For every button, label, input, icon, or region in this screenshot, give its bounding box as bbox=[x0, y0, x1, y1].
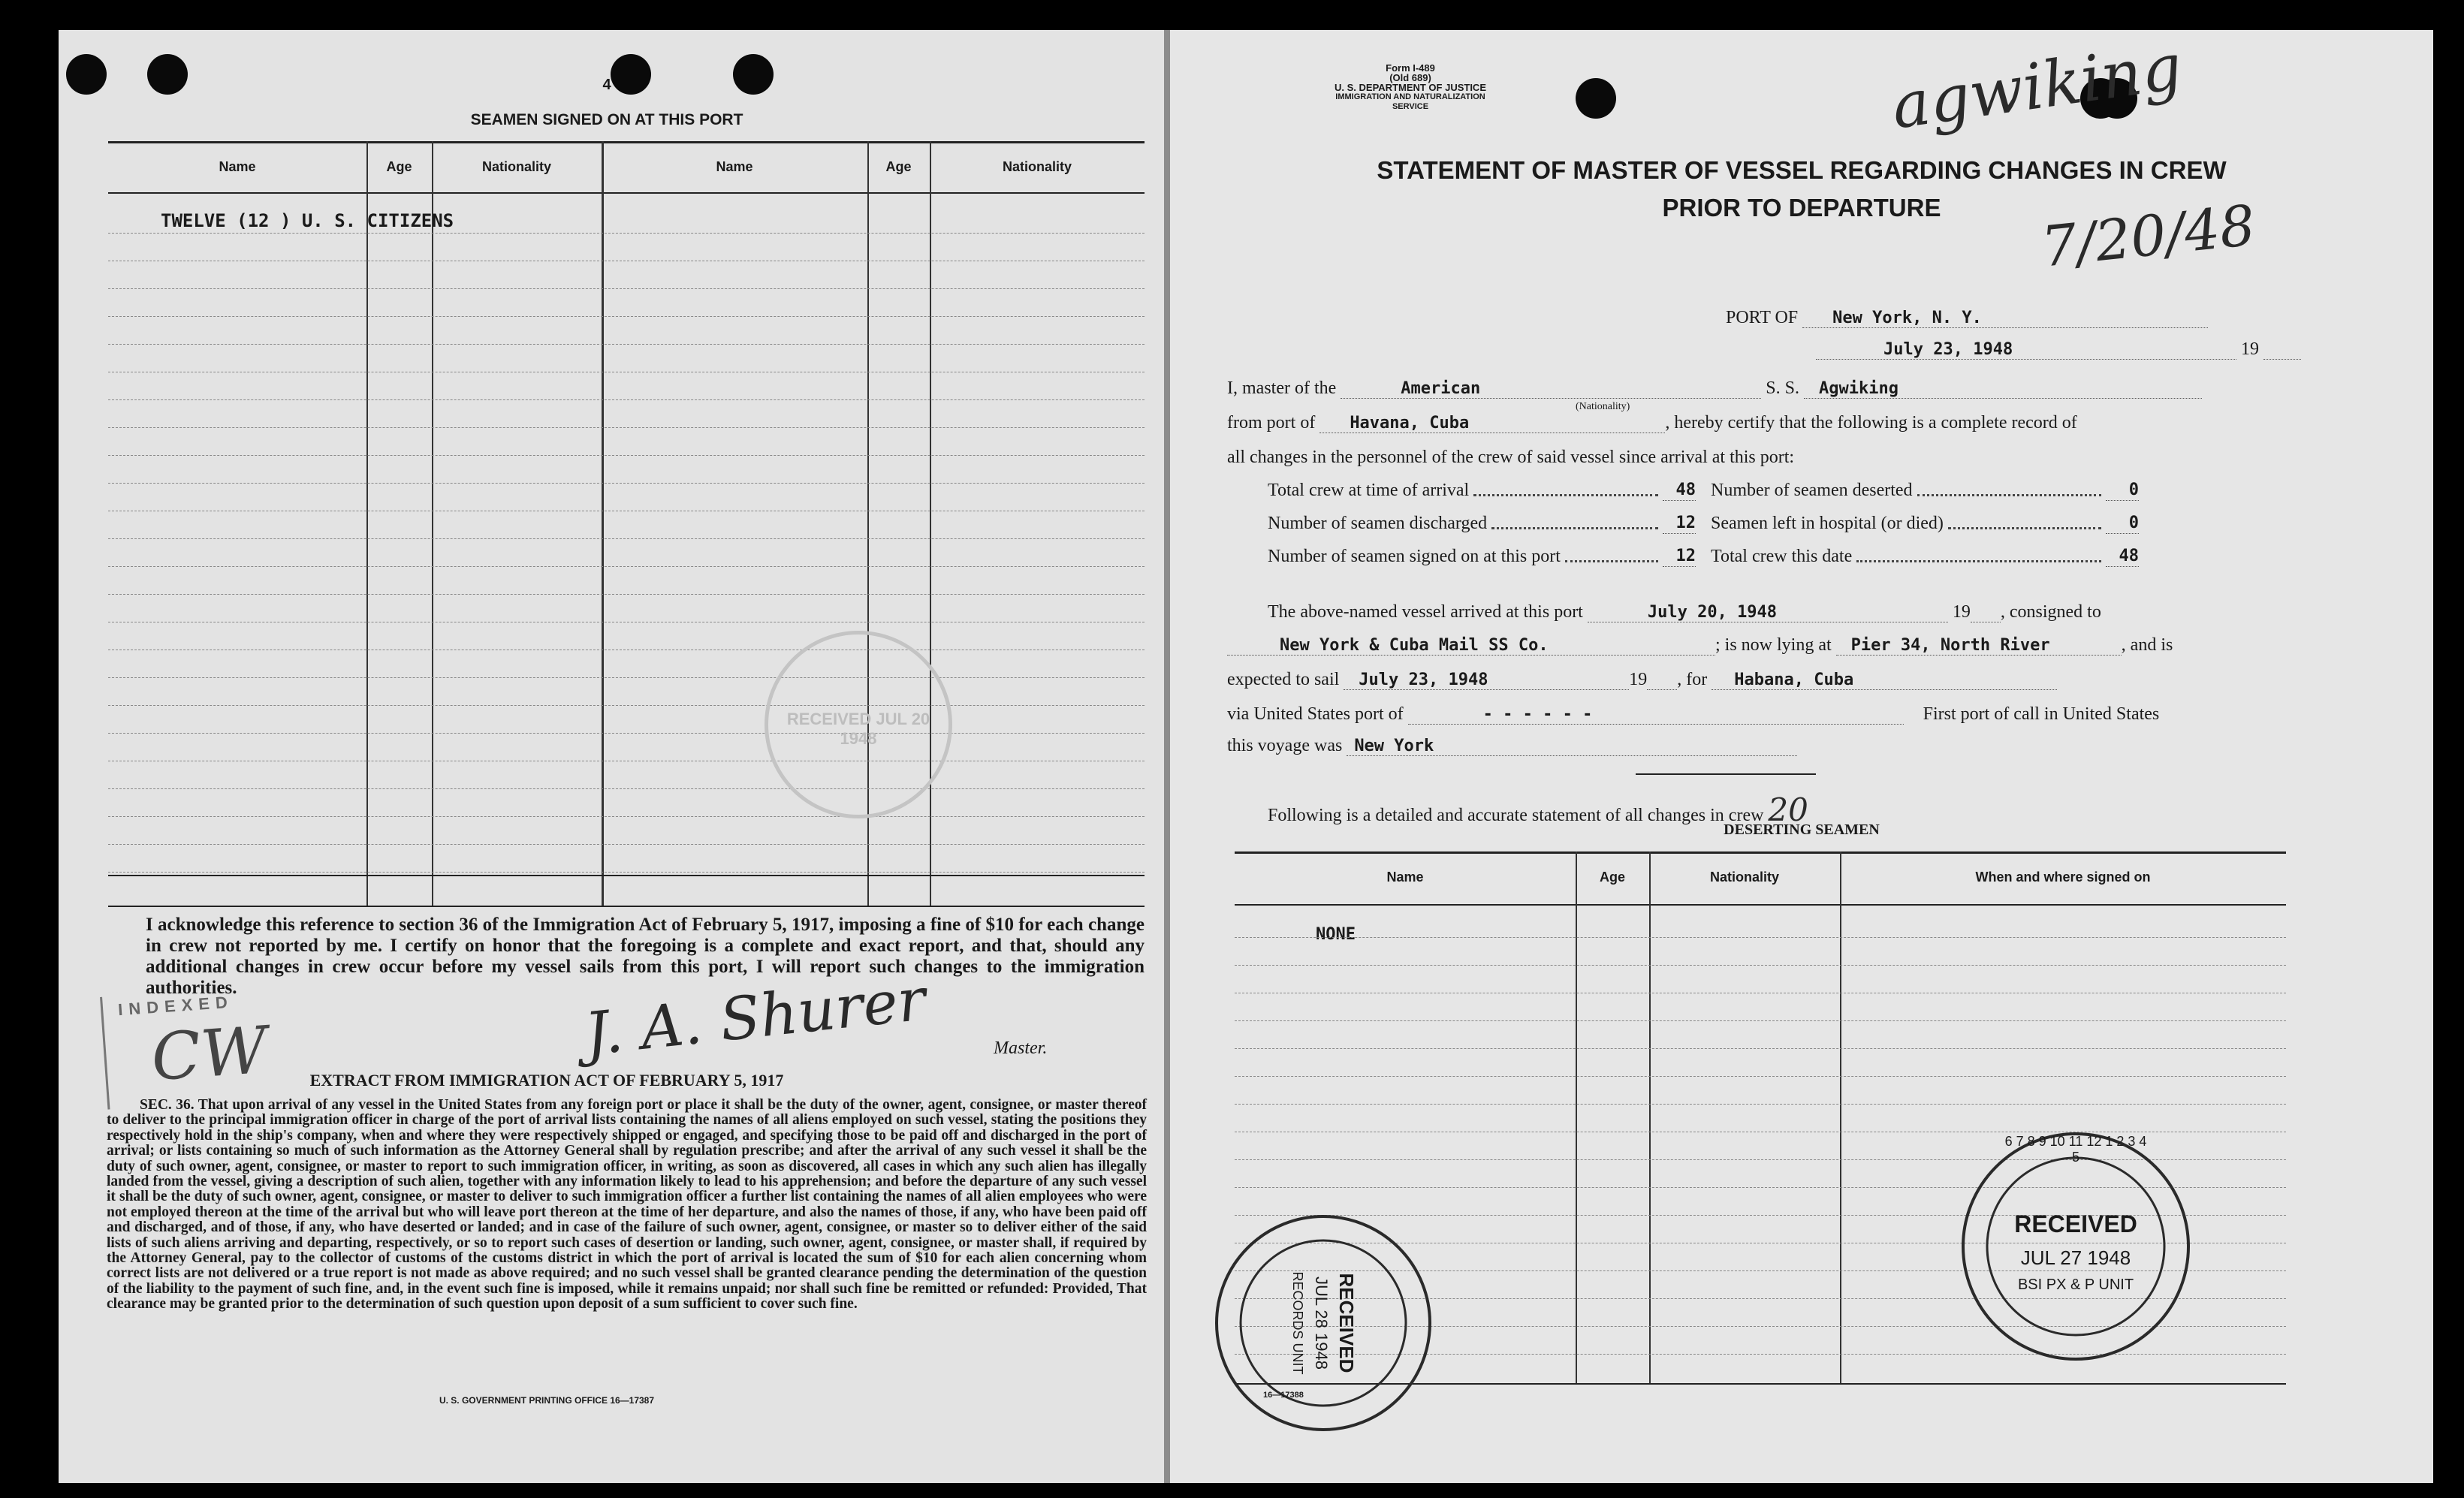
ruled-line bbox=[108, 316, 1145, 317]
ruled-line bbox=[108, 594, 1145, 595]
for-label: , for bbox=[1677, 670, 1708, 689]
ruled-line bbox=[108, 483, 1145, 484]
ship-name-value: Agwiking bbox=[1804, 379, 2202, 399]
col-nationality-2: Nationality bbox=[1002, 159, 1072, 174]
stat-value: 0 bbox=[2106, 514, 2139, 534]
received-stamp-text: RECEIVED bbox=[2014, 1210, 2137, 1237]
stat-label: Seamen left in hospital (or died) bbox=[1711, 514, 1944, 533]
ruled-line bbox=[1235, 1076, 2286, 1077]
first-port-label: First port of call in United States bbox=[1923, 704, 2160, 724]
ruled-line bbox=[108, 233, 1145, 234]
year-prefix: 19 bbox=[2241, 339, 2259, 359]
indexed-stamp: INDEXED CW bbox=[100, 985, 275, 1109]
page-number: 4 bbox=[602, 77, 611, 93]
consigned-label: , consigned to bbox=[2000, 602, 2101, 622]
left-page bbox=[59, 30, 1178, 1483]
right-page: Form I-489 (Old 689) U. S. DEPARTMENT OF JUSTICE IMMIGRATION AND NATURALIZATION SERVICE agwiking 7/20/48 STATEMENT OF MASTER OF VESSEL REGARDING CHANGES IN CREW PRIOR TO DEPARTURE PORT OF New York, N. Y. July 23, 1948 19 I, master of the American S. S. Agwiking (Nationality) from port of Havana, Cuba , hereby certify that the following is a complete record of all changes in the personnel of the crew of said vessel since arrival at this port: Total crew at time of arrival 48 Number of seamen deserted 0 Number of seamen discharged 12 Seamen left in hospital (or died) 0 Number of seamen signed on at this port 12 Total crew this date 48 The above-named vessel arrived at this port July 20, 1948 19 , consigned to New York & Cuba Mail SS Co. ; is now lying at Pier 34, North River , and is expected to sail July 23, 1948 19 , for Habana, Cuba via United States port of - - - - - - First port of call in United States this voyage was New York Following is a detailed and accurate statement of all changes in crew 20 DESERTING SEAMEN Name Age Nationality When and where signed on NONE RECEIVED JUL 27 1948 BSI PX & P UNIT 6 7 8 9 10 11 12 1 2 3 4 5 RECEIVED JUL 28 1948 RECORDS UNIT 16—17388 bbox=[1170, 30, 2433, 1483]
table-head-rule bbox=[108, 192, 1145, 194]
ruled-line bbox=[108, 538, 1145, 539]
gpo-line: U. S. GOVERNMENT PRINTING OFFICE 16—17387 bbox=[439, 1395, 655, 1406]
ruled-line bbox=[1235, 965, 2286, 966]
received-stamp bbox=[1956, 1126, 2196, 1367]
from-port-label: from port of bbox=[1227, 413, 1316, 433]
desert-entry: NONE bbox=[1316, 925, 1356, 944]
faint-received-stamp: RECEIVED JUL 20 1948 bbox=[765, 631, 952, 818]
desert-col-name: Name bbox=[1386, 870, 1424, 885]
service: IMMIGRATION AND NATURALIZATION SERVICE bbox=[1335, 92, 1485, 111]
stat-row bbox=[1711, 547, 2139, 567]
desert-col-age: Age bbox=[1599, 870, 1625, 885]
certify-text: , hereby certify that the following is a complete record of bbox=[1665, 413, 2077, 433]
stat-value: 12 bbox=[1663, 514, 1696, 534]
expected-label: expected to sail bbox=[1227, 670, 1340, 689]
ruled-line bbox=[1235, 1020, 2286, 1021]
stat-label: Total crew at time of arrival bbox=[1268, 481, 1470, 500]
acknowledgement-text: I acknowledge this reference to section 36 of the Immigration Act of February 5, 1917, imposing a fine of $10 for each change in crew not reported by me. I certify on honor that the foregoing is a complete and exact report, and that, should any additional changes in crew occur before my vessel sails from this port, I will report such changes to the immigration authorities. bbox=[146, 915, 1145, 998]
stat-value: 48 bbox=[1663, 481, 1696, 501]
department: U. S. DEPARTMENT OF JUSTICE bbox=[1335, 82, 1486, 93]
ruled-line bbox=[108, 844, 1145, 845]
following-handwritten: 20 bbox=[1768, 791, 1808, 828]
nationality-value: American bbox=[1341, 379, 1761, 399]
extract-text: SEC. 36. That upon arrival of any vessel in the United States from any foreign port or place it shall be the duty of the owner, agent, consignee, or master thereof to deliver to the principal immigration officer in charge of the port of arrival lists containing the names of all aliens employed on such vessel, stating the positions they respectively hold in the ship's company, when and where they were respectively shipped or engaged, and specifying those to be paid off and discharged in the port of arrival; or lists containing so much of such information as the Attorney General shall by regulation prescribe; and after the arrival of any such vessel it shall be the duty of such owner, agent, consignee, or master to report to such immigration officer, in writing, as soon as discovered, all cases in which any such alien has illegally landed from the vessel, giving a description of such alien, together with any information likely to lead to his apprehension; and before the departure of any such vessel it shall be the duty of such owner, agent, consignee, or master to deliver to such immigration officer a further list containing the names of all alien employees who were not employed thereon at the time of the arrival but who will leave port thereon at the time of her departure, and also the names of those, if any, who have been paid off and discharged, and of those, if any, who have deserted or landed; and in case of the failure of such owner, agent, consignee, or master so to deliver either of the said lists of such aliens arriving and departing, respectively, or so to report such cases of desertion or landing, such owner, agent, consignee, or master shall, if required by the Attorney General, pay to the collector of customs of the customs district in which the port of arrival is located the sum of $10 for each alien concerning whom correct lists are not delivered or a true report is not made as above required; and no such vessel shall be granted clearance pending the determination of the question of the liability to the payment of such fine, and, in the event such fine is imposed, while it remains unpaid; nor shall such fine be remitted or refunded: Provided, That clearance may be granted prior to the determination of such question upon deposit of a sum sufficient to cover such fine. bbox=[107, 1097, 1147, 1313]
extract-title: EXTRACT FROM IMMIGRATION ACT OF FEBRUARY 5, 1917 bbox=[309, 1071, 784, 1090]
stat-row bbox=[1268, 514, 1696, 534]
handwritten-ship-name: agwiking bbox=[1887, 29, 2187, 143]
destination-value: Habana, Cuba bbox=[1712, 671, 2057, 690]
lying-value: Pier 34, North River bbox=[1836, 636, 2122, 656]
ruled-line bbox=[108, 788, 1145, 789]
all-changes-text: all changes in the personnel of the crew of said vessel since arrival at this port: bbox=[1227, 448, 1795, 467]
col-name: Name bbox=[219, 159, 256, 174]
stat-row bbox=[1711, 514, 2139, 534]
arrived-label: The above-named vessel arrived at this port bbox=[1268, 602, 1583, 622]
and-is: , and is bbox=[2121, 635, 2173, 655]
table-top-rule bbox=[108, 141, 1145, 143]
via-value: - - - - - - bbox=[1408, 705, 1904, 725]
master-label: Master. bbox=[994, 1038, 1048, 1058]
master-of-label: I, master of the bbox=[1227, 378, 1337, 398]
statement-date: July 23, 1948 bbox=[1816, 340, 2236, 360]
desert-col-signed-on: When and where signed on bbox=[1975, 870, 2151, 885]
stat-label: Number of seamen discharged bbox=[1268, 514, 1488, 533]
crew-entry: TWELVE (12 ) U. S. CITIZENS bbox=[161, 210, 454, 231]
received-stamp-date: JUL 27 1948 bbox=[2020, 1246, 2131, 1269]
col-age-2: Age bbox=[885, 159, 912, 174]
consignee-value: New York & Cuba Mail SS Co. bbox=[1227, 636, 1715, 656]
form-old: (Old 689) bbox=[1389, 72, 1431, 83]
stamp-ring-numbers: 6 7 8 9 10 11 12 1 2 3 4 5 bbox=[2004, 1134, 2147, 1165]
col-name-2: Name bbox=[716, 159, 753, 174]
voyage-value: New York bbox=[1347, 737, 1797, 756]
col-age: Age bbox=[386, 159, 412, 174]
port-value: New York, N. Y. bbox=[1802, 309, 2208, 328]
records-unit-stamp: RECEIVED JUL 28 1948 RECORDS UNIT bbox=[1211, 1210, 1436, 1436]
form-title-line2: PRIOR TO DEPARTURE bbox=[1662, 194, 1941, 222]
deserting-title: DESERTING SEAMEN bbox=[1724, 821, 1880, 838]
handwritten-date: 7/20/48 bbox=[2038, 193, 2258, 280]
stat-label: Number of seamen deserted bbox=[1711, 481, 1913, 500]
stat-row bbox=[1268, 547, 1696, 567]
indexed-initials: CW bbox=[149, 1012, 270, 1096]
form-title-line1: STATEMENT OF MASTER OF VESSEL REGARDING CHANGES IN CREW bbox=[1377, 156, 2227, 184]
ruled-line bbox=[1235, 1104, 2286, 1105]
received-stamp-unit: BSI PX & P UNIT bbox=[2017, 1276, 2134, 1293]
footer-code: 16—17388 bbox=[1263, 1391, 1304, 1400]
desert-col-nationality: Nationality bbox=[1709, 870, 1779, 885]
lying-label: ; is now lying at bbox=[1715, 635, 1832, 655]
form-number: Form I-489 bbox=[1386, 62, 1435, 74]
punch-hole bbox=[1576, 78, 1616, 119]
ruled-line bbox=[108, 288, 1145, 289]
following-text: Following is a detailed and accurate statement of all changes in crew bbox=[1268, 806, 1764, 825]
port-label: PORT OF bbox=[1726, 308, 1799, 327]
arrived-value: July 20, 1948 bbox=[1588, 603, 1948, 622]
master-signature: J. A. Shurer bbox=[581, 966, 929, 1069]
via-label: via United States port of bbox=[1227, 704, 1404, 724]
ruled-line bbox=[108, 399, 1145, 400]
ruled-line bbox=[1235, 937, 2286, 938]
col-nationality: Nationality bbox=[481, 159, 551, 174]
voyage-label: this voyage was bbox=[1227, 736, 1343, 755]
separator bbox=[1636, 773, 1816, 775]
ruled-line bbox=[108, 427, 1145, 428]
ruled-line bbox=[108, 455, 1145, 456]
ruled-line bbox=[108, 344, 1145, 345]
form-header bbox=[1320, 63, 1500, 112]
stat-row bbox=[1268, 481, 1696, 501]
stat-row bbox=[1711, 481, 2139, 501]
ruled-line bbox=[108, 677, 1145, 678]
ss-label: S. S. bbox=[1766, 378, 1799, 398]
stat-value: 48 bbox=[2106, 547, 2139, 567]
stat-value: 12 bbox=[1663, 547, 1696, 567]
nationality-caption: (Nationality) bbox=[1576, 401, 1630, 412]
ruled-line bbox=[108, 705, 1145, 706]
section-title: SEAMEN SIGNED ON AT THIS PORT bbox=[470, 111, 743, 128]
stat-label: Number of seamen signed on at this port bbox=[1268, 547, 1561, 566]
from-port-value: Havana, Cuba bbox=[1319, 414, 1665, 433]
expected-value: July 23, 1948 bbox=[1344, 671, 1629, 690]
ruled-line bbox=[108, 872, 1145, 873]
ruled-line bbox=[1235, 1048, 2286, 1049]
stat-value: 0 bbox=[2106, 481, 2139, 501]
ruled-line bbox=[108, 566, 1145, 567]
ruled-line bbox=[108, 733, 1145, 734]
ruled-line bbox=[108, 816, 1145, 817]
stat-label: Total crew this date bbox=[1711, 547, 1853, 566]
